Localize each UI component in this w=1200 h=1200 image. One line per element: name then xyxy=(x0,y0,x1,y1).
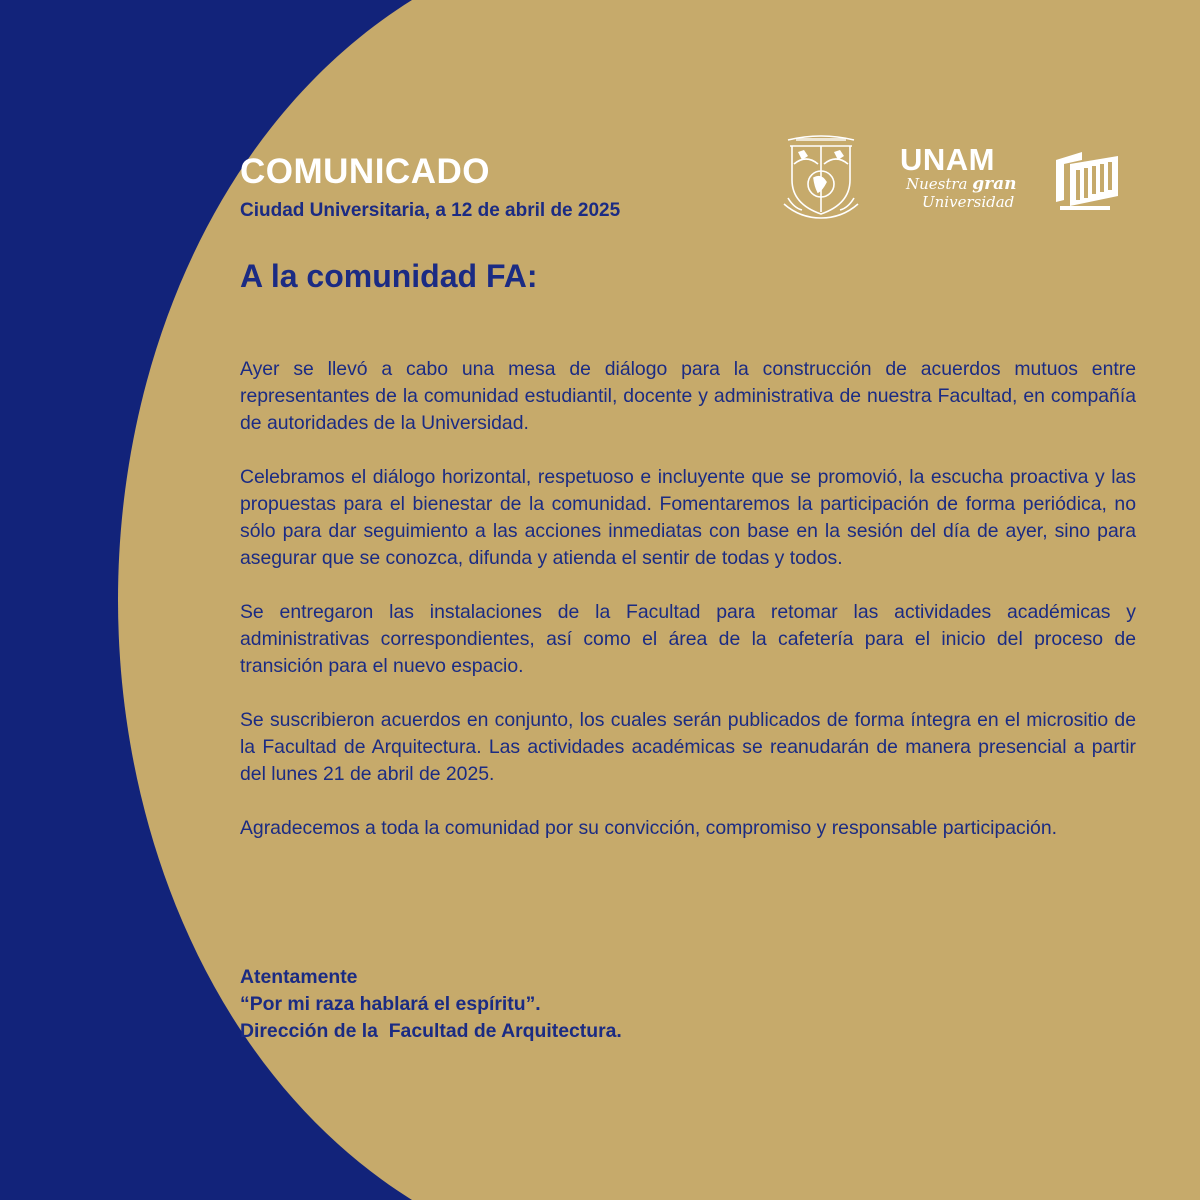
paragraph: Agradecemos a toda la comunidad por su convicción, compromiso y responsable participación. xyxy=(240,817,1057,839)
unam-tagline-line1 xyxy=(906,175,1020,193)
unam-coat-of-arms-icon xyxy=(780,134,862,220)
signature-block xyxy=(240,964,622,1045)
paragraph: Celebramos el diálogo horizontal, respetuoso e incluyente que se promovió, la escucha proactiva y las propuestas para el bienestar de la comunidad. Fomentaremos la participación de forma periódica, no sólo para dar seguimiento a las acciones inmediatas con base en la sesión del día de ayer, sino para asegurar que se conozca, difunda y atienda el sentir de todas y todos. xyxy=(240,466,1136,569)
paragraph: Ayer se llevó a cabo una mesa de diálogo para la construcción de acuerdos mutuos entre representantes de la comunidad estudiantil, docente y administrativa de nuestra Facultad, en compañía de autoridades de la Universidad. xyxy=(240,358,1136,434)
paragraph: Se entregaron las instalaciones de la Facultad para retomar las actividades académicas y administrativas correspondientes, así como el área de la cafetería para el inicio del proceso de transición para el nuevo espacio. xyxy=(240,601,1136,677)
unam-logo xyxy=(900,144,1020,220)
signature-closing: Atentamente xyxy=(240,966,358,988)
signature-sender: Dirección de la Facultad de Arquitectura. xyxy=(240,1020,622,1042)
paragraph: Se suscribieron acuerdos en conjunto, los cuales serán publicados de forma íntegra en el micrositio de la Facultad de Arquitectura. Las actividades académicas se reanudarán de manera presencial a partir del lunes 21 de abril de 2025. xyxy=(240,709,1136,785)
facultad-arquitectura-logo-icon xyxy=(1052,150,1122,214)
communique-title: COMUNICADO xyxy=(240,152,490,191)
signature-motto: “Por mi raza hablará el espíritu”. xyxy=(240,993,541,1015)
unam-tagline-line2: Universidad xyxy=(922,193,1015,211)
unam-tagline-gran: gran xyxy=(972,174,1017,194)
unam-wordmark: UNAM xyxy=(900,142,995,177)
greeting: A la comunidad FA: xyxy=(240,258,538,294)
dateline: Ciudad Universitaria, a 12 de abril de 2025 xyxy=(240,200,621,221)
communique-body xyxy=(240,356,1136,869)
unam-tagline-nuestra: Nuestra xyxy=(906,175,968,193)
